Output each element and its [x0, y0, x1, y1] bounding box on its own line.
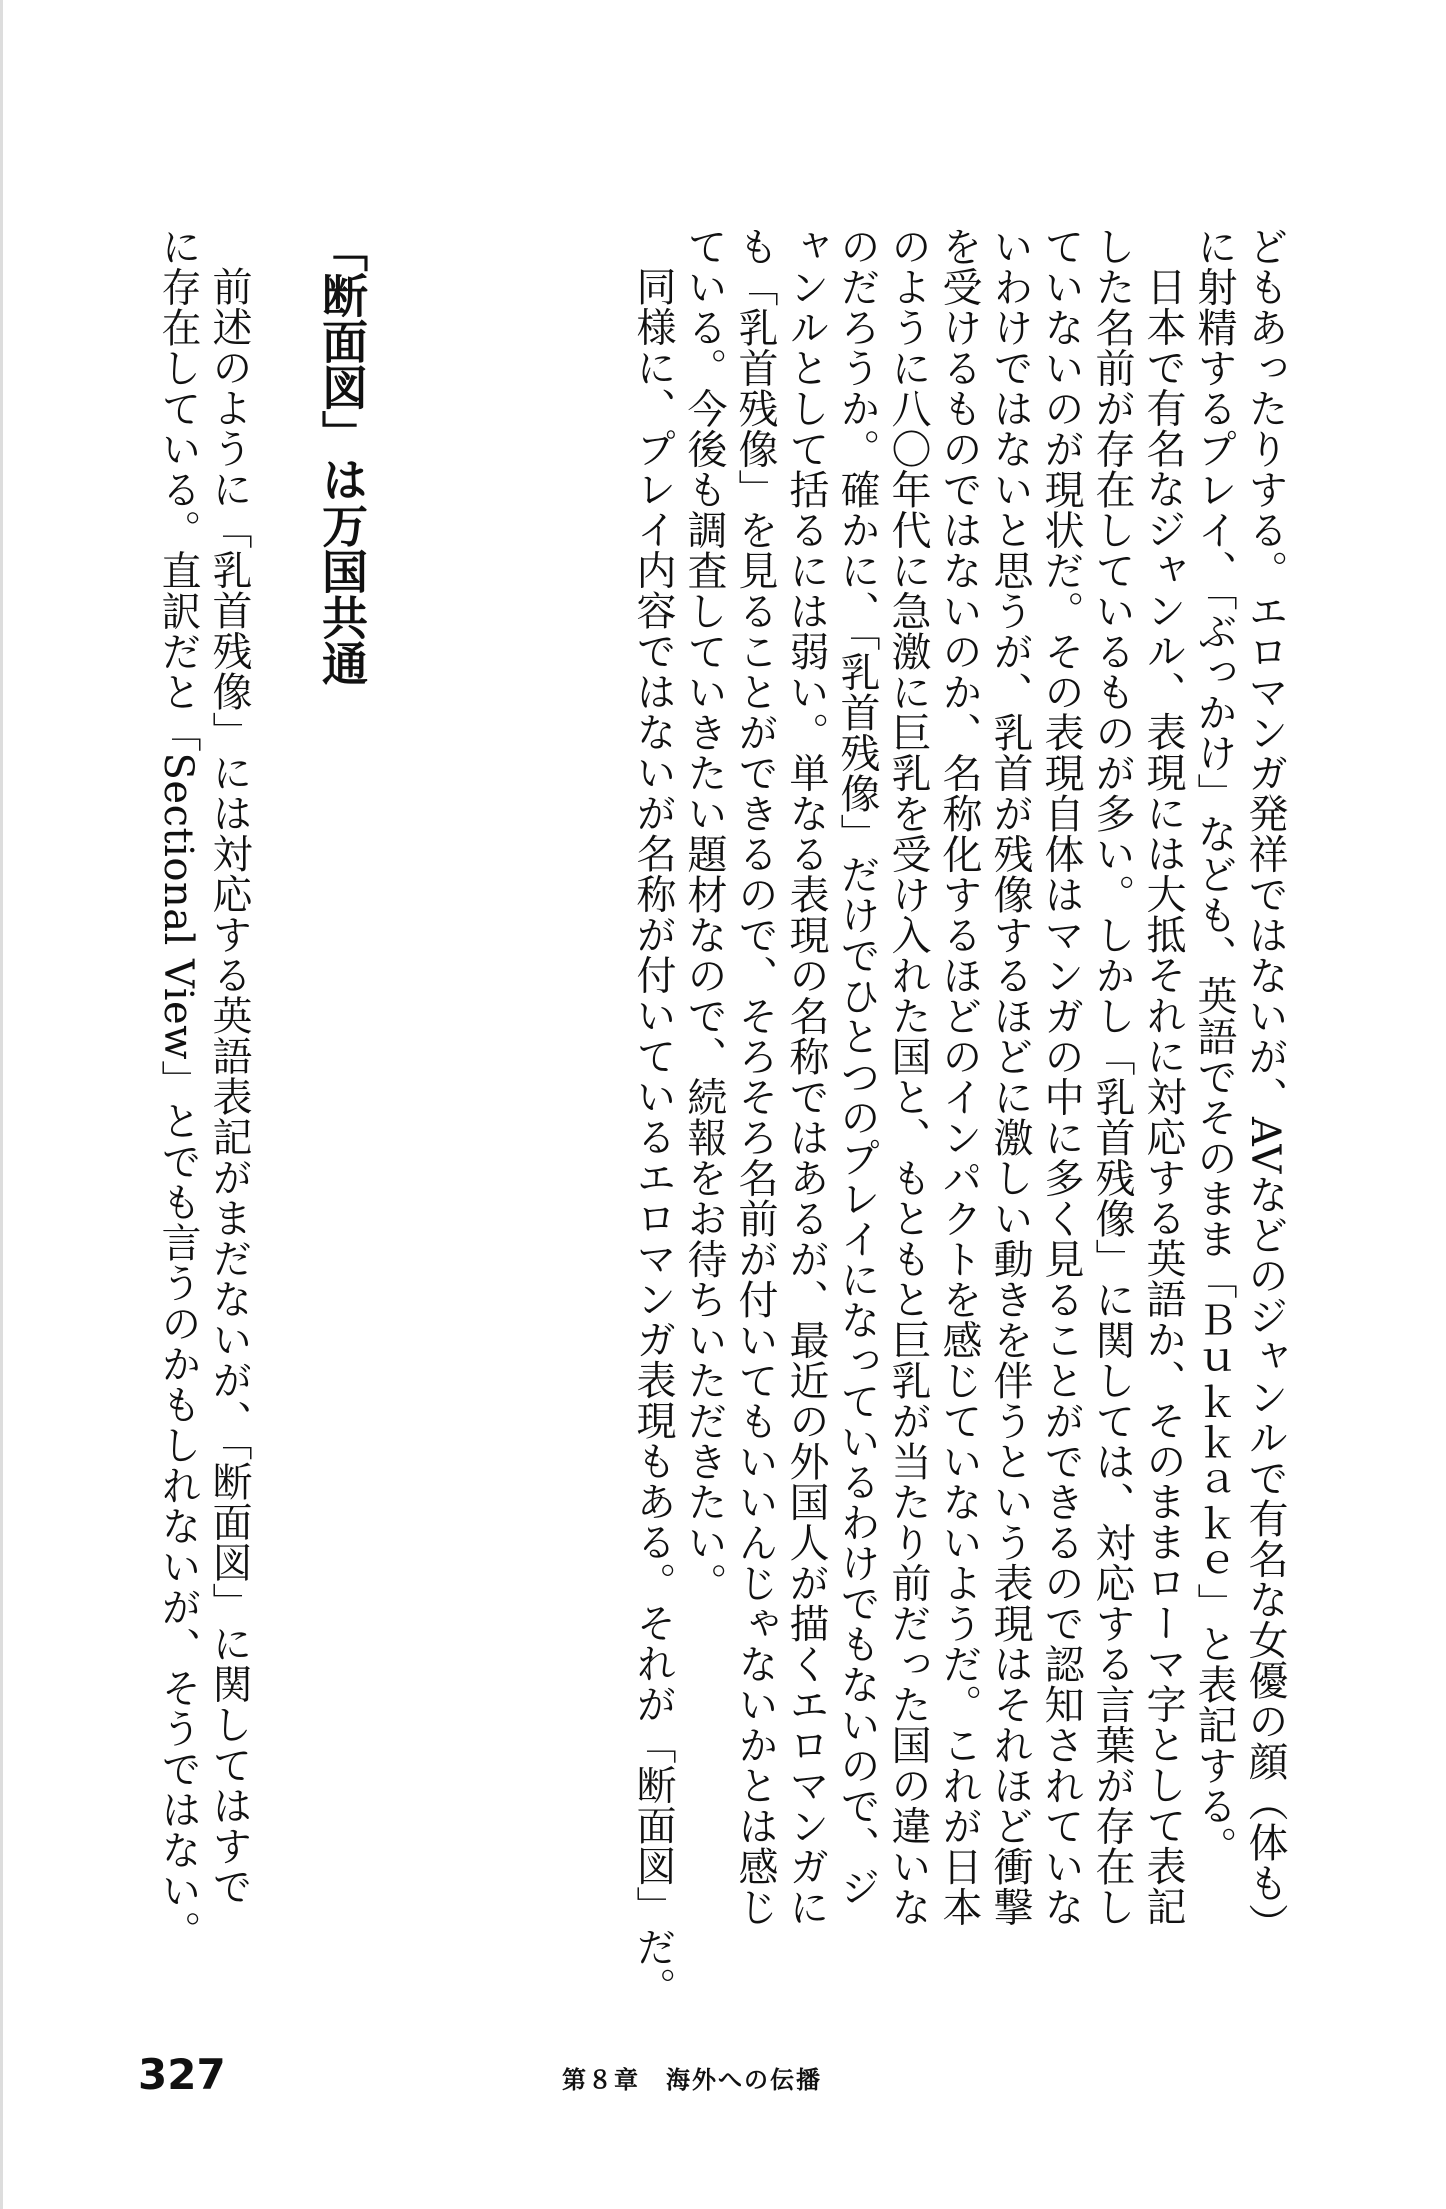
text-column: を受けるものではないのか、名称化するほどのインパクトを感じていないようだ。これが日本: [936, 226, 982, 1927]
text-column: のだろうか。確かに、「乳首残像」だけでひとつのプレイになっているわけでもないので、ジ: [834, 226, 880, 1907]
text-column: のように八〇年代に急激に巨乳を受け入れた国と、もともと巨乳が当たり前だった国の違いな: [885, 226, 931, 1927]
text-column: いわけではないと思うが、乳首が残像するほどに激しい動きを伴うという表現はそれほど衝撃: [987, 226, 1033, 1927]
page-edge: [0, 0, 3, 2209]
text-column: ャンルとして括るには弱い。単なる表現の名称ではあるが、最近の外国人が描くエロマンガに: [783, 226, 829, 1927]
page-number: 327: [138, 2050, 226, 2099]
running-head: 第８章 海外への伝播: [562, 2066, 822, 2094]
text-column: どもあったりする。エロマンガ発祥ではないが、AVなどのジャンルで有名な女優の顔（体も）: [1242, 226, 1288, 1944]
text-column: も「乳首残像」を見ることができるので、そろそろ名前が付いてもいいんじゃないかとは感じ: [732, 226, 778, 1927]
section-heading: 「断面図」は万国共通: [315, 226, 369, 686]
text-column: ている。今後も調査していきたい題材なので、続報をお待ちいただきたい。: [681, 226, 727, 1603]
text-column: に存在している。直訳だと「Sectional View」とでも言うのかもしれないが、そうではない。: [155, 226, 201, 1951]
text-column: 日本で有名なジャンル、表現には大抵それに対応する英語か、そのままローマ字として表記: [1140, 266, 1186, 1927]
text-column: 同様に、プレイ内容ではないが名称が付いているエロマンガ表現もある。それが「断面図」だ。: [630, 266, 676, 2008]
text-column: ていないのが現状だ。その表現自体はマンガの中に多く見ることができるので認知されていな: [1038, 226, 1084, 1927]
text-column: に射精するプレイ、「ぶっかけ」なども、英語でそのまま「Ｂｕｋｋａｋｅ」と表記する。: [1191, 226, 1237, 1867]
text-column: 前述のように「乳首残像」には対応する英語表記がまだないが、「断面図」に関してはすで: [206, 266, 252, 1907]
text-column: した名前が存在しているものが多い。しかし「乳首残像」に関しては、対応する言葉が存在し: [1089, 226, 1135, 1927]
